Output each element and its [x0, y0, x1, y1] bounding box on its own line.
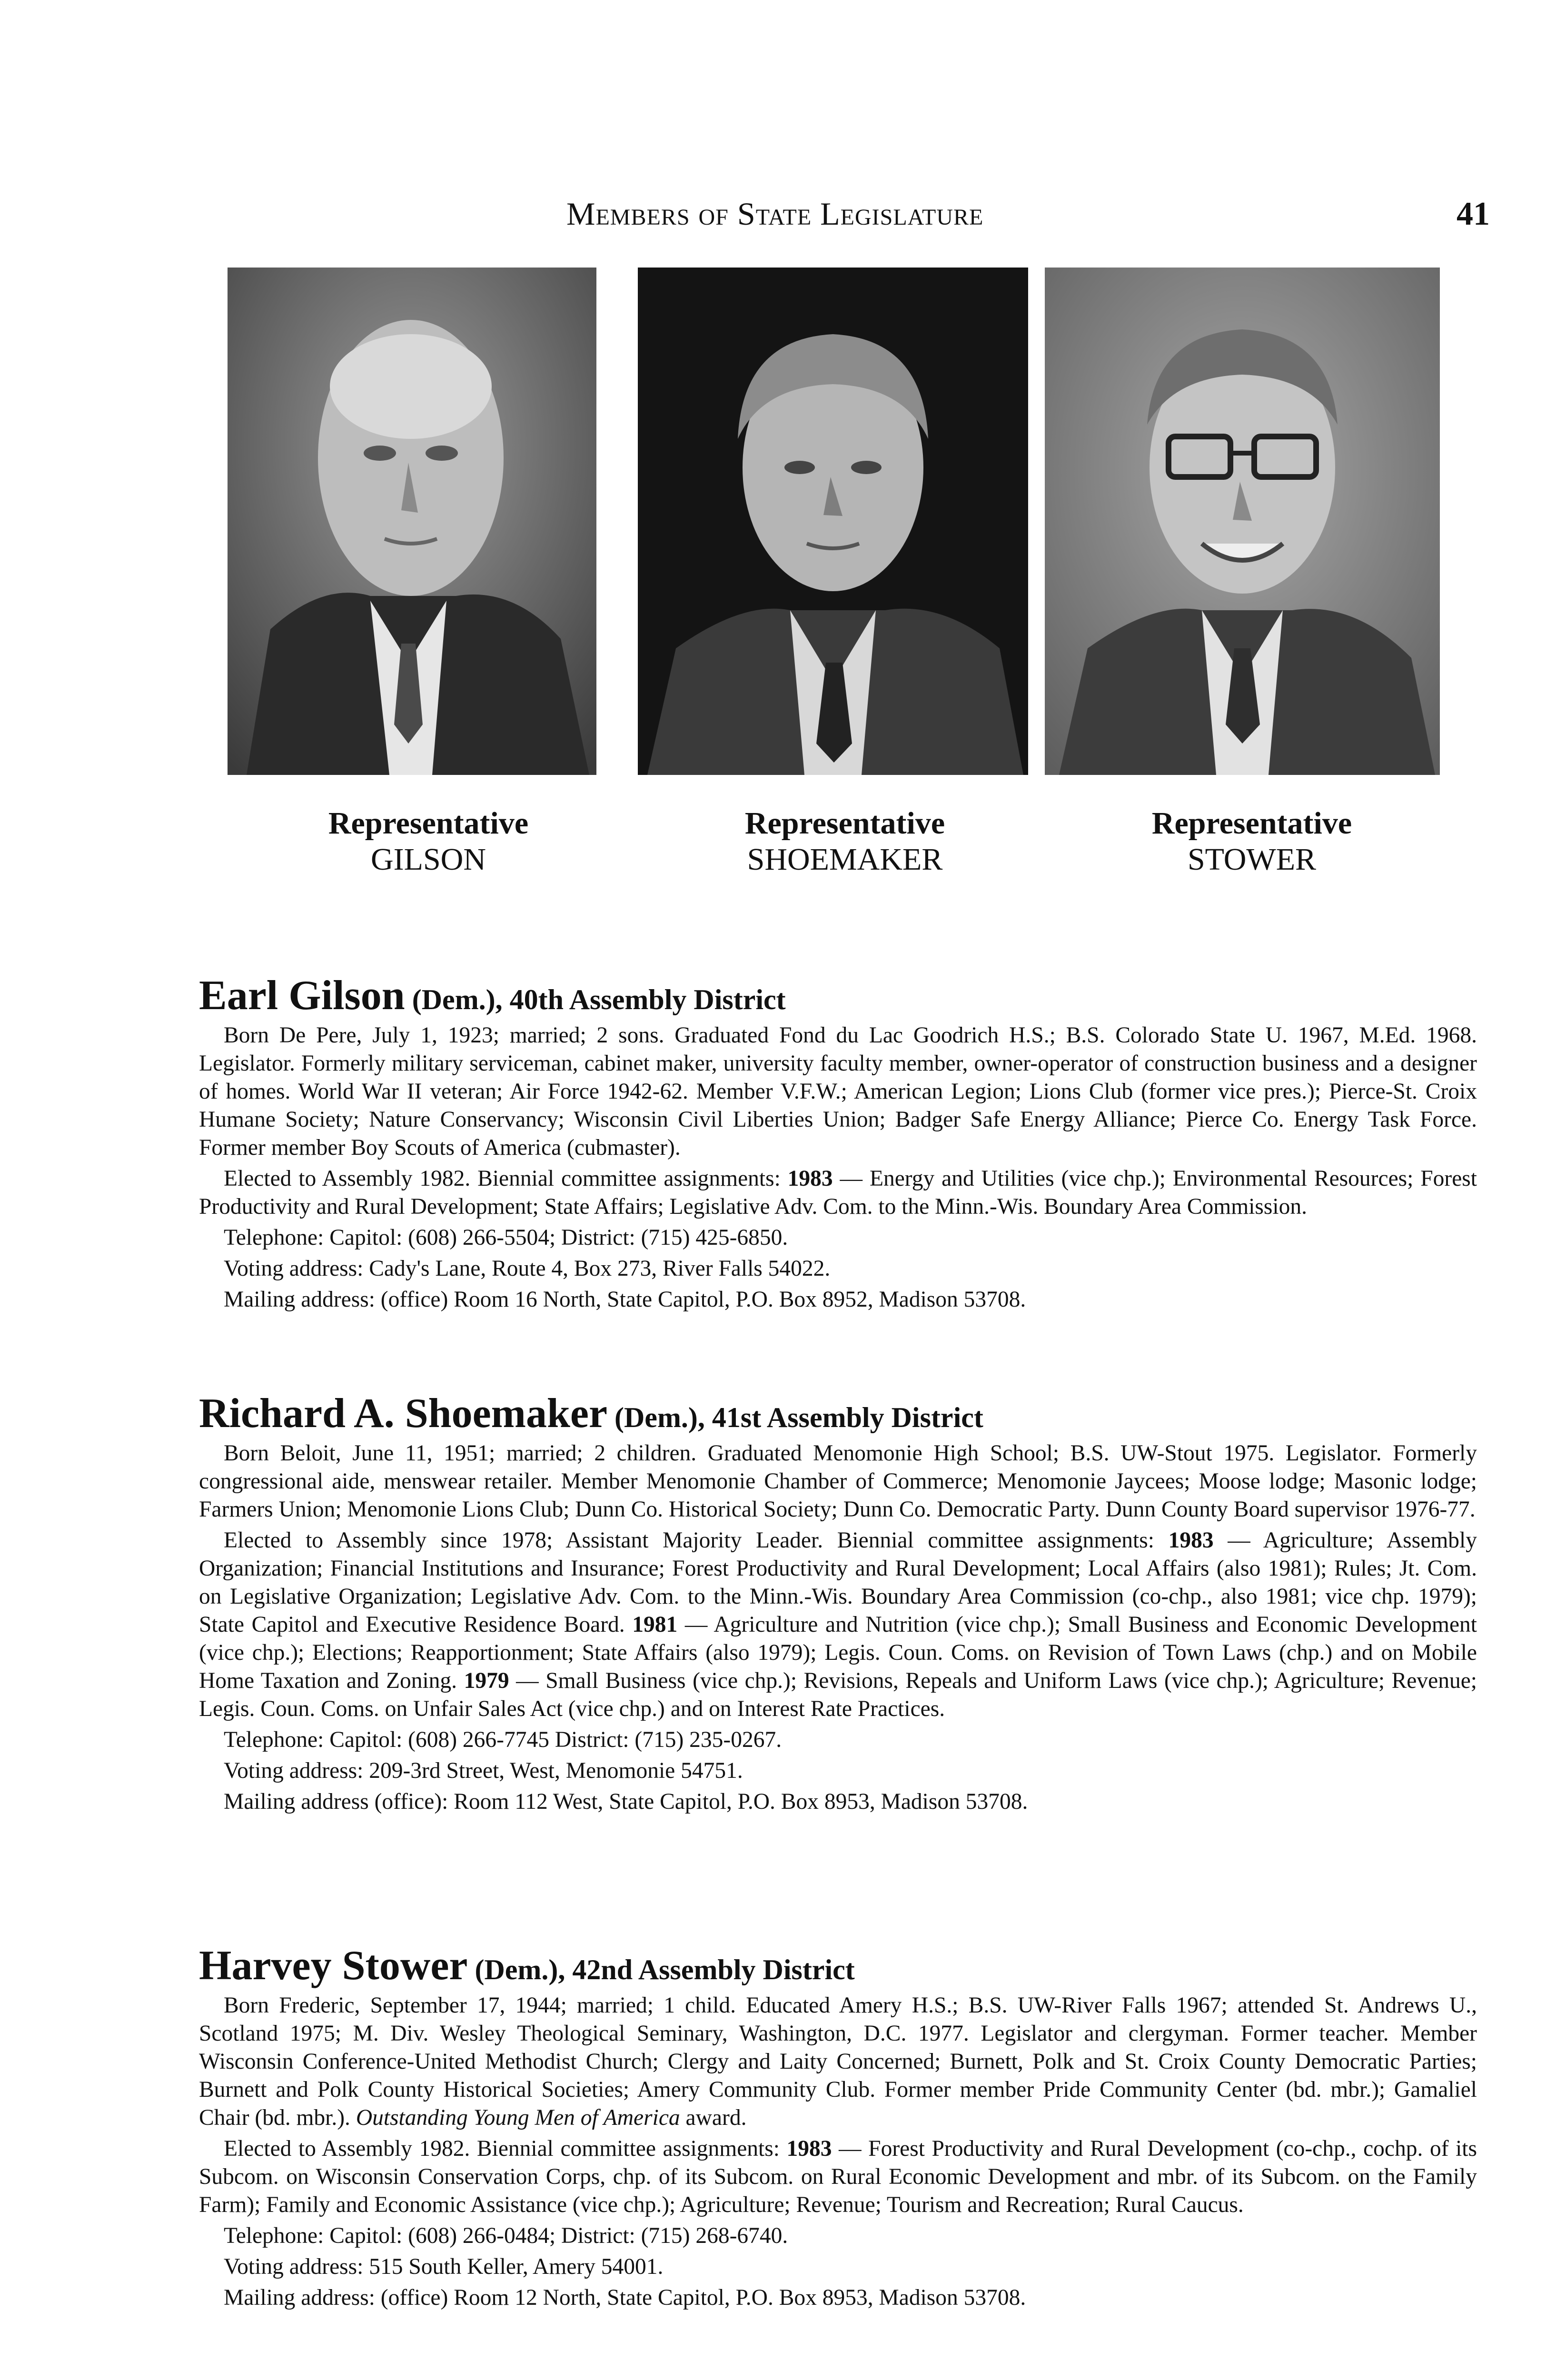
caption-gilson [248, 805, 609, 878]
member-voting-address: Voting address: Cady's Lane, Route 4, Box 273, River Falls 54022. [224, 1256, 831, 1281]
page-number: 41 [1457, 196, 1490, 232]
portrait-photo-stower [1045, 268, 1440, 775]
member-heading [199, 972, 1477, 1019]
service-year: 1983 [1168, 1528, 1214, 1553]
member-name: Harvey Stower [199, 1943, 468, 1989]
caption-shoemaker [664, 805, 1026, 878]
member-entry-shoemaker [199, 1390, 1477, 1819]
member-affiliation: (Dem.), 41st Assembly District [614, 1402, 983, 1433]
member-telephone: Telephone: Capitol: (608) 266-7745 District: (715) 235-0267. [224, 1727, 782, 1752]
member-service: Elected to Assembly since 1978; Assistant Majority Leader. Biennial committee assignments: 1983 — Agriculture; Assembly Organization; Financial Institutions and Insurance; Forest Productivity and Rural Development; Local Affairs (also 1981); Rules; Jt. Com. on Legislative Organization; Legislative Adv. Com. to the Minn.-Wis. Boundary Area Commission (co-chp., also 1981; vice chp. 1979); State Capitol and Executive Residence Board. 1981 — Agriculture and Nutrition (vice chp.); Small Business and Economic Development (vice chp.); Elections; Reapportionment; State Affairs (also 1979); Legis. Coun. Coms. on Revision of Town Laws (chp.) and on Mobile Home Taxation and Zoning. 1979 — Small Business (vice chp.); Revisions, Repeals and Uniform Laws (vice chp.); Agriculture; Revenue; Legis. Coun. Coms. on Unfair Sales Act (vice chp.) and on Interest Rate Practices. [199, 1528, 1477, 1721]
caption-role: Representative [328, 806, 529, 841]
caption-surname: SHOEMAKER [747, 842, 943, 877]
member-heading [199, 1390, 1477, 1437]
member-bio: Born De Pere, July 1, 1923; married; 2 sons. Graduated Fond du Lac Goodrich H.S.; B.S. Colorado State U. 1967, M.Ed. 1968. Legislator. Formerly military serviceman, cabinet maker, university faculty member, owner-operator of construction business and a designer of homes. World War II veteran; Air Force 1942-62. Member V.F.W.; American Legion; Lions Club (former vice pres.); Pierce-St. Croix Humane Society; Nature Conservancy; Wisconsin Civil Liberties Union; Badger Safe Energy Alliance; Pierce Co. Energy Task Force. Former member Boy Scouts of America (cubmaster). [199, 1023, 1477, 1160]
member-affiliation: (Dem.), 40th Assembly District [412, 984, 786, 1015]
caption-stower [1071, 805, 1433, 878]
running-title: Members of State Legislature [566, 196, 984, 232]
member-bio: Born Frederic, September 17, 1944; married; 1 child. Educated Amery H.S.; B.S. UW-River Falls 1967; attended St. Andrews U., Scotland 1975; M. Div. Wesley Theological Seminary, Washington, D.C. 1977. Legislator and clergyman. Former teacher. Member Wisconsin Conference-United Methodist Church; Clergy and Laity Concerned; Burnett, Polk and St. Croix County Democratic Parties; Burnett and Polk County Historical Societies; Amery Community Club. Former member Pride Community Center (bd. mbr.); Gamaliel Chair (bd. mbr.). Outstanding Young Men of America award. [199, 1993, 1477, 2130]
award-title: Outstanding Young Men of America [356, 2105, 680, 2130]
service-year: 1979 [464, 1668, 509, 1693]
member-voting-address: Voting address: 209-3rd Street, West, Menomonie 54751. [224, 1758, 743, 1783]
caption-surname: GILSON [371, 842, 486, 877]
member-bio: Born Beloit, June 11, 1951; married; 2 children. Graduated Menomonie High School; B.S. UW-Stout 1975. Legislator. Formerly congressional aide, menswear retailer. Member Menomonie Chamber of Commerce; Menomonie Jaycees; Moose lodge; Masonic lodge; Farmers Union; Menomonie Lions Club; Dunn Co. Historical Society; Dunn Co. Democratic Party. Dunn County Board supervisor 1976-77. [199, 1441, 1477, 1522]
member-service: Elected to Assembly 1982. Biennial committee assignments: 1983 — Forest Productivity and Rural Development (co-chp., cochp. of its Subcom. on Wisconsin Conservation Corps, chp. of its Subcom. on Rural Economic Development and mbr. of its Subcom. on the Family Farm); Family and Economic Assistance (vice chp.); Agriculture; Revenue; Tourism and Recreation; Rural Caucus. [199, 2136, 1477, 2217]
member-name: Richard A. Shoemaker [199, 1390, 607, 1437]
portrait-photo-shoemaker [638, 268, 1028, 775]
member-mailing-address: Mailing address: (office) Room 16 North, State Capitol, P.O. Box 8952, Madison 53708. [224, 1287, 1026, 1312]
member-heading [199, 1943, 1477, 1989]
member-mailing-address: Mailing address (office): Room 112 West, State Capitol, P.O. Box 8953, Madison 53708. [224, 1789, 1028, 1814]
caption-role: Representative [1151, 806, 1352, 841]
member-affiliation: (Dem.), 42nd Assembly District [475, 1954, 855, 1985]
service-year: 1983 [786, 2136, 832, 2161]
member-service: Elected to Assembly 1982. Biennial committee assignments: 1983 — Energy and Utilities (vice chp.); Environmental Resources; Forest Productivity and Rural Development; State Affairs; Legislative Adv. Com. to the Minn.-Wis. Boundary Area Commission. [199, 1166, 1477, 1219]
caption-role: Representative [744, 806, 945, 841]
portrait-photo-gilson [228, 268, 596, 775]
member-telephone: Telephone: Capitol: (608) 266-0484; District: (715) 268-6740. [224, 2223, 788, 2248]
member-voting-address: Voting address: 515 South Keller, Amery 54001. [224, 2254, 664, 2279]
member-name: Earl Gilson [199, 972, 405, 1019]
service-year: 1983 [787, 1166, 833, 1191]
member-entry-gilson [199, 972, 1477, 1317]
member-mailing-address: Mailing address: (office) Room 12 North, State Capitol, P.O. Box 8953, Madison 53708. [224, 2285, 1026, 2310]
caption-surname: STOWER [1187, 842, 1317, 877]
member-telephone: Telephone: Capitol: (608) 266-5504; District: (715) 425-6850. [224, 1225, 788, 1250]
member-entry-stower [199, 1943, 1477, 2315]
service-year: 1981 [632, 1612, 678, 1637]
page-header [0, 195, 1546, 233]
